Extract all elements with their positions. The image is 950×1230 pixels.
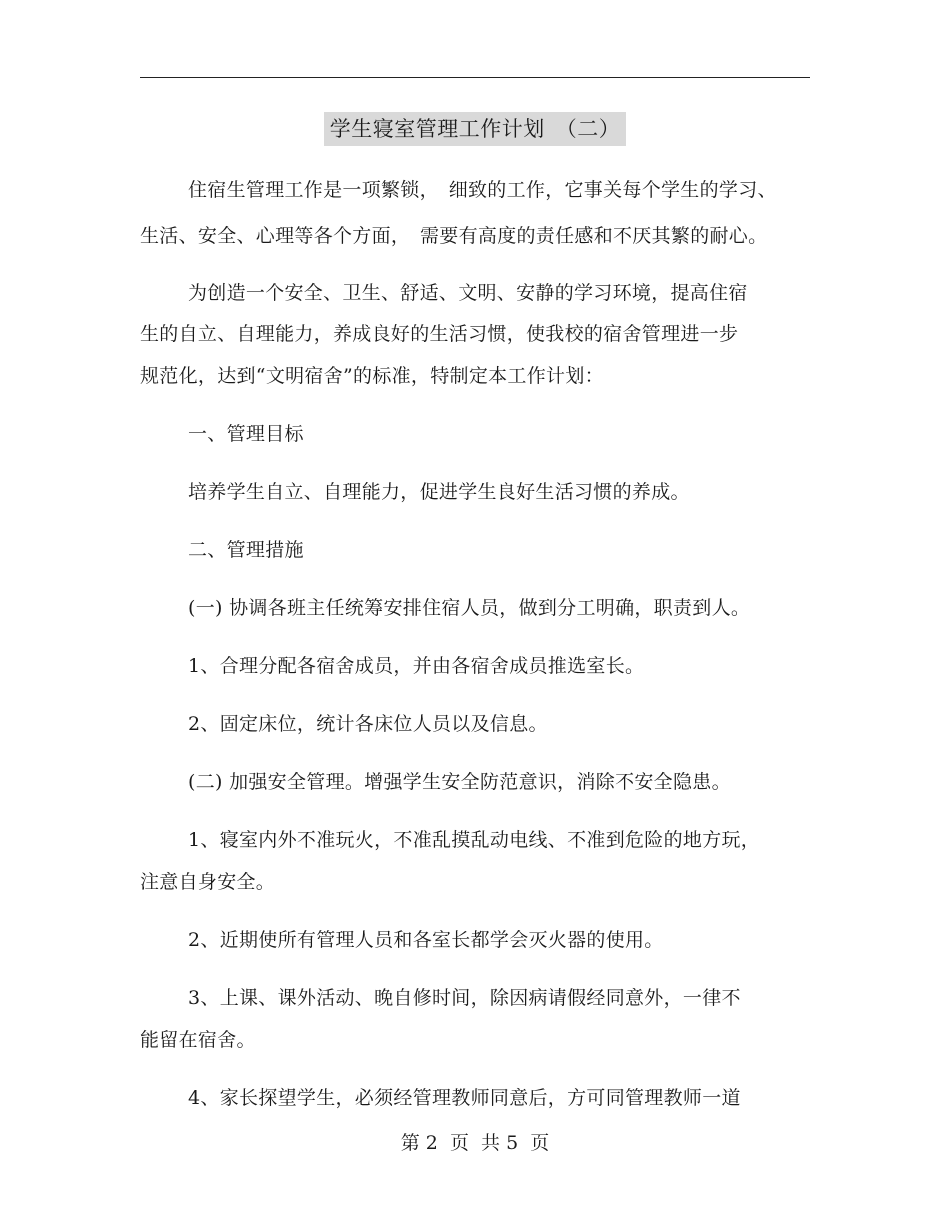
paragraph-line: 为创造一个安全、卫生、舒适、文明、安静的学习环境，提高住宿 (188, 282, 748, 304)
list-item: 2、近期使所有管理人员和各室长都学会灭火器的使用。 (188, 929, 664, 951)
list-item: 4、家长探望学生，必须经管理教师同意后，方可同管理教师一道 (188, 1087, 741, 1109)
list-item: 2、固定床位，统计各床位人员以及信息。 (188, 713, 548, 735)
paragraph-line: 培养学生自立、自理能力，促进学生良好生活习惯的养成。 (188, 481, 690, 503)
section-heading: 二、管理措施 (188, 539, 304, 561)
list-item: 3、上课、课外活动、晚自修时间，除因病请假经同意外，一律不 (188, 987, 741, 1009)
list-item-continuation: 能留在宿舍。 (140, 1029, 256, 1051)
list-item-continuation: 注意自身安全。 (140, 871, 276, 893)
section-heading: 一、管理目标 (188, 423, 304, 445)
subsection-heading: (一) 协调各班主任统筹安排住宿人员，做到分工明确，职责到人。 (188, 597, 751, 619)
document-title: 学生寝室管理工作计划 （二） (324, 112, 627, 146)
paragraph-line: 规范化，达到“文明宿舍”的标准，特制定本工作计划： (140, 365, 604, 387)
header-rule (140, 77, 810, 78)
list-item: 1、寝室内外不准玩火，不准乱摸乱动电线、不准到危险的地方玩， (188, 829, 761, 851)
page-footer: 第 2 页 共 5 页 (400, 1132, 550, 1154)
list-item: 1、合理分配各宿舍成员，并由各宿舍成员推选室长。 (188, 655, 645, 677)
title-container (0, 112, 950, 146)
paragraph-line: 生的自立、自理能力，养成良好的生活习惯，使我校的宿舍管理进一步 (140, 323, 739, 345)
subsection-heading: (二) 加强安全管理。增强学生安全防范意识，消除不安全隐患。 (188, 771, 731, 793)
paragraph-line: 住宿生管理工作是一项繁锁， 细致的工作，它事关每个学生的学习、 (188, 179, 777, 201)
paragraph-line: 生活、安全、心理等各个方面， 需要有高度的责任感和不厌其繁的耐心。 (140, 225, 768, 247)
